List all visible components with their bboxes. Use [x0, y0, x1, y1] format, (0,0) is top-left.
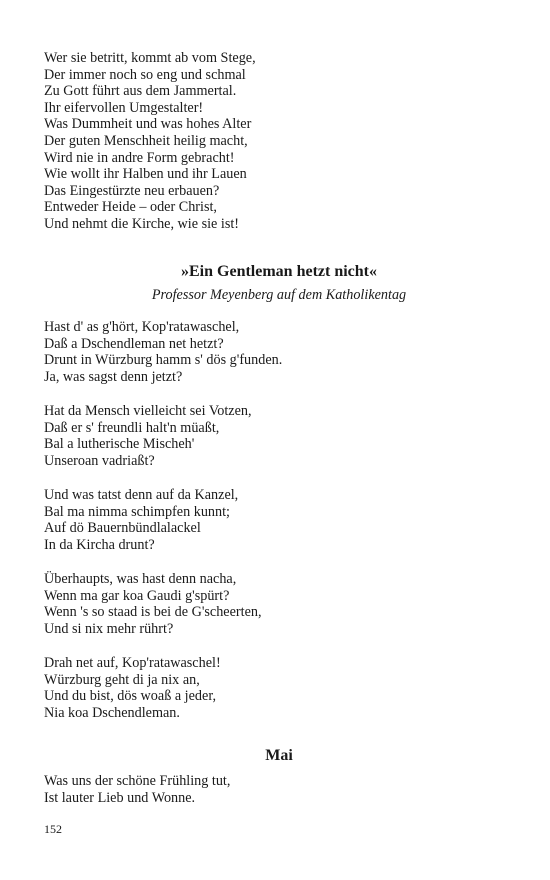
verse-line: Nia koa Dschendleman. — [44, 704, 180, 721]
opening-stanza — [44, 50, 514, 233]
stanza-5 — [44, 655, 514, 721]
verse-line: Ihr eifervollen Umgestalter! — [44, 99, 204, 116]
stanza-3 — [44, 487, 514, 553]
verse-line: Auf dö Bauernbündlalackel — [44, 520, 201, 537]
poem-title-mai: Mai — [265, 747, 293, 764]
verse-line: Bal a lutherische Mischeh' — [44, 436, 195, 453]
verse-line: Wenn ma gar koa Gaudi g'spürt? — [44, 587, 230, 604]
verse-line: Hat da Mensch vielleicht sei Votzen, — [44, 403, 252, 419]
poem-subtitle: Professor Meyenberg auf dem Katholikentag — [151, 287, 407, 303]
verse-line: Drah net auf, Kop'ratawaschel! — [44, 655, 221, 671]
page-number: 152 — [44, 822, 62, 836]
stanza-4 — [44, 571, 514, 637]
stanza-mai — [44, 773, 514, 806]
verse-line: Wird nie in andre Form gebracht! — [44, 149, 235, 166]
verse-line: Was Dummheit und was hohes Alter — [44, 116, 252, 133]
verse-line: Bal ma nimma schimpfen kunnt; — [44, 503, 230, 520]
verse-line: Zu Gott führt aus dem Jammertal. — [44, 83, 237, 100]
stanza-1 — [44, 319, 514, 385]
verse-line: Und si nix mehr rührt? — [44, 620, 174, 637]
verse-line: Und du bist, dös woaß a jeder, — [44, 688, 217, 705]
verse-line: Unseroan vadriaßt? — [44, 452, 155, 469]
verse-line: Wer sie betritt, kommt ab vom Stege, — [44, 50, 256, 66]
verse-line: Daß er s' freundli halt'n müaßt, — [44, 419, 220, 436]
verse-line: Das Eingestürzte neu erbauen? — [44, 182, 220, 199]
poem-title: »Ein Gentleman hetzt nicht« — [181, 263, 377, 280]
stanza-2 — [44, 403, 514, 469]
verse-line: Hast d' as g'hört, Kop'ratawaschel, — [44, 319, 240, 335]
verse-line: Überhaupts, was hast denn nacha, — [44, 571, 237, 587]
verse-line: In da Kircha drunt? — [44, 536, 155, 553]
verse-line: Und was tatst denn auf da Kanzel, — [44, 487, 239, 503]
verse-line: Würzburg geht di ja nix an, — [44, 671, 200, 688]
verse-line: Entweder Heide – oder Christ, — [44, 199, 217, 216]
verse-line: Daß a Dschendleman net hetzt? — [44, 335, 224, 352]
verse-line: Drunt in Würzburg hamm s' dös g'funden. — [44, 352, 283, 369]
verse-line: Der immer noch so eng und schmal — [44, 66, 246, 83]
verse-line: Was uns der schöne Frühling tut, — [44, 773, 231, 789]
verse-line: Ist lauter Lieb und Wonne. — [44, 789, 196, 806]
verse-line: Wenn 's so staad is bei de G'scheerten, — [44, 604, 262, 621]
verse-line: Ja, was sagst denn jetzt? — [44, 368, 183, 385]
verse-line: Und nehmt die Kirche, wie sie ist! — [44, 215, 240, 232]
verse-line: Wie wollt ihr Halben und ihr Lauen — [44, 166, 247, 183]
verse-line: Der guten Menschheit heilig macht, — [44, 132, 248, 149]
